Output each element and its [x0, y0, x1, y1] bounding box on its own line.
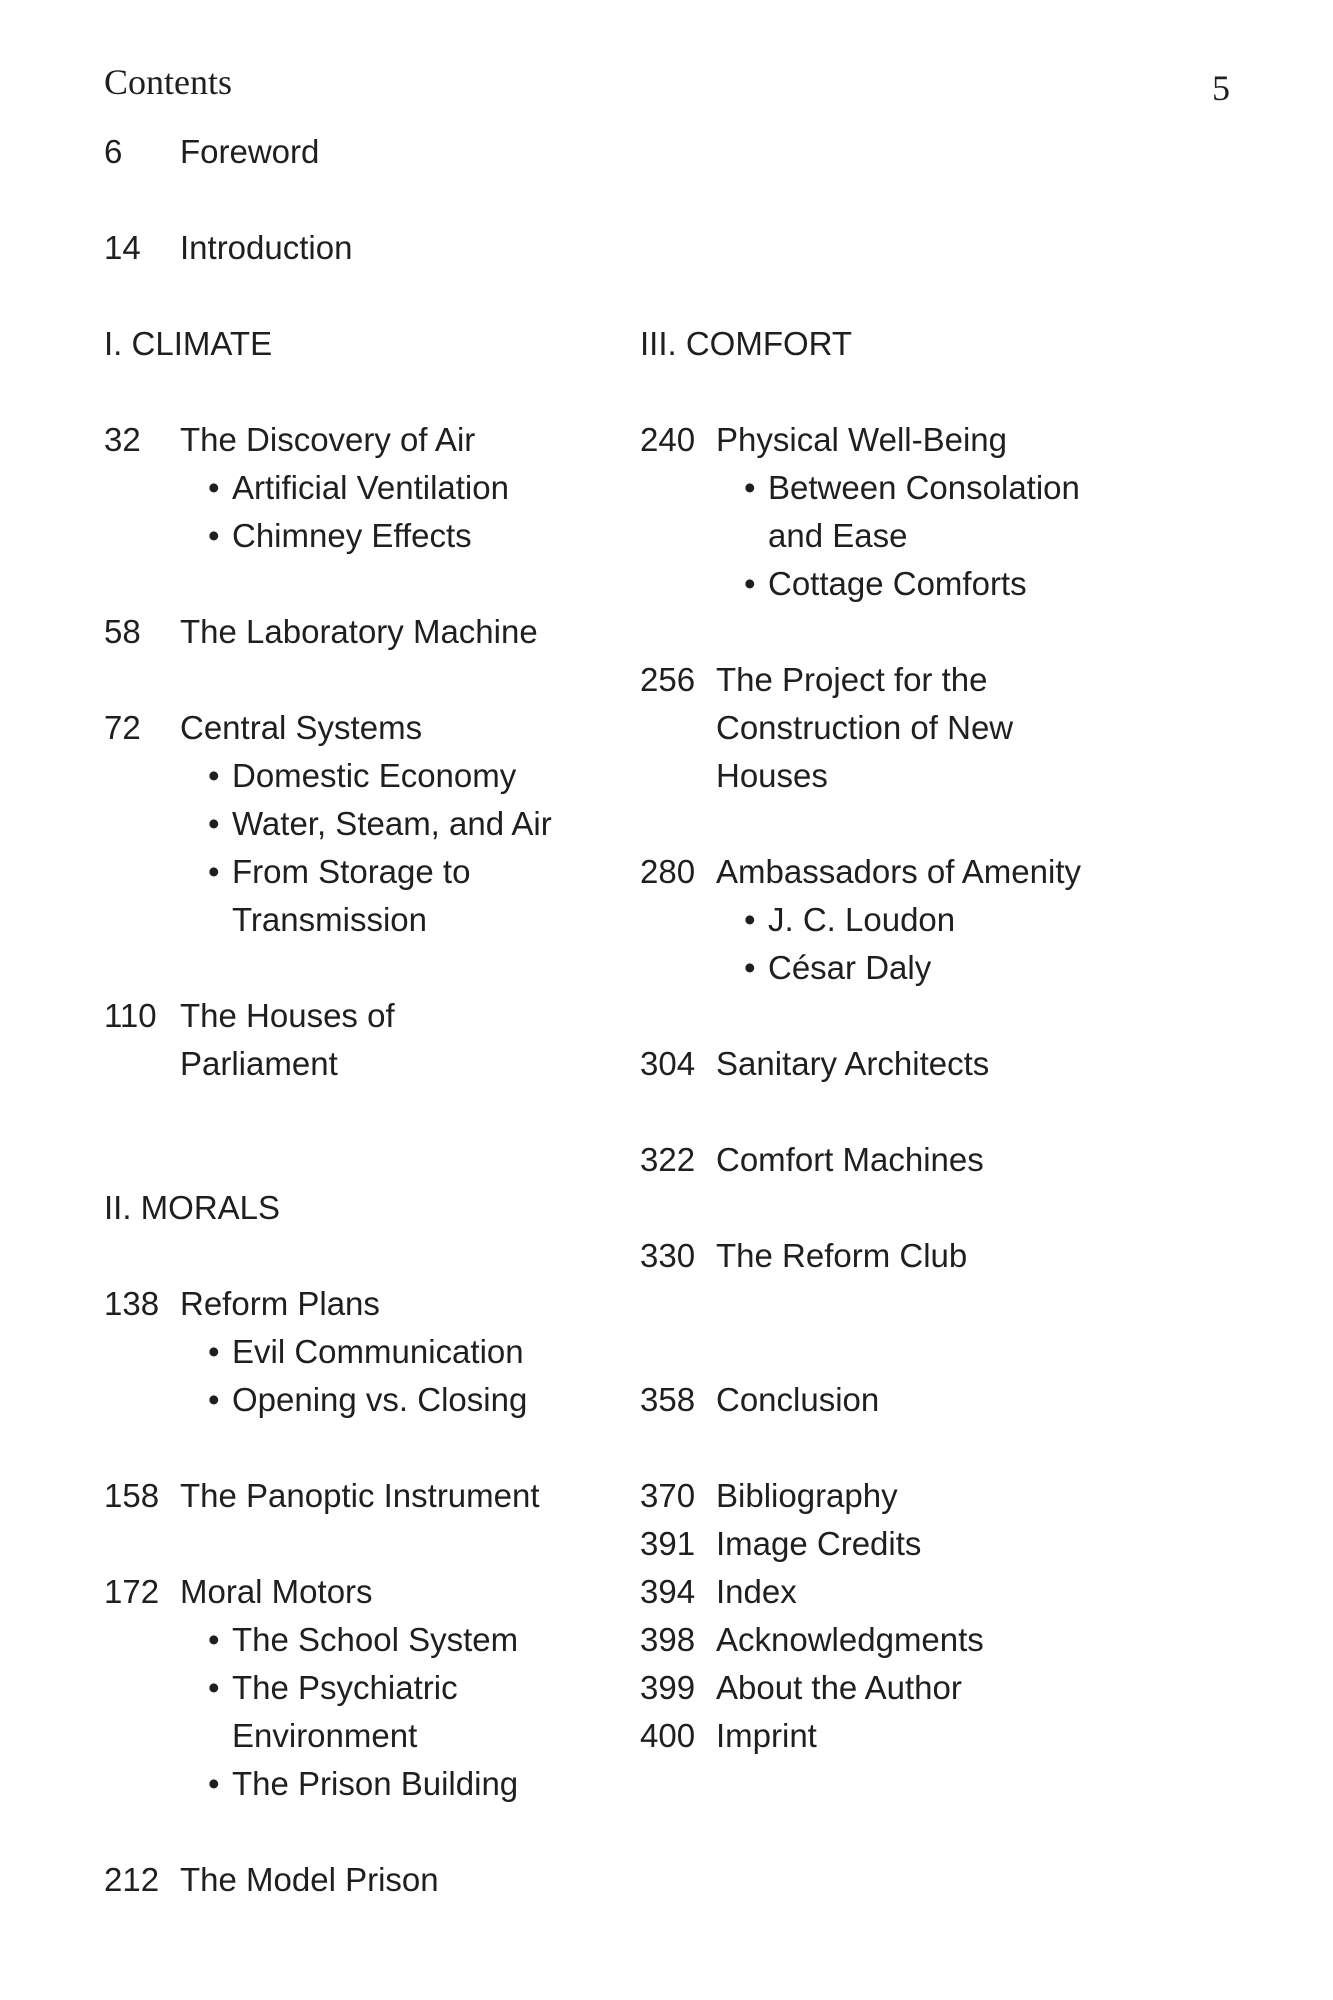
subentry-title: César Daly [768, 949, 932, 986]
entry-page-number: 358 [640, 1381, 696, 1418]
entry-title: Index [716, 1573, 797, 1610]
subentry-title: Chimney Effects [232, 517, 472, 554]
entry-title: The Houses of [180, 997, 395, 1034]
entry-title: Houses [716, 757, 828, 794]
entry-page-number: 330 [640, 1237, 696, 1274]
entry-page-number: 172 [104, 1573, 160, 1610]
entry-title: Comfort Machines [716, 1141, 984, 1178]
entry-title: The Panoptic Instrument [180, 1477, 540, 1514]
entry-title: Parliament [180, 1045, 338, 1082]
bullet-icon: • [208, 1333, 220, 1370]
bullet-icon: • [208, 853, 220, 890]
entry-title: The Model Prison [180, 1861, 439, 1898]
entry-title: Imprint [716, 1717, 817, 1754]
entry-page-number: 110 [104, 997, 157, 1034]
entry-title: Ambassadors of Amenity [716, 853, 1081, 890]
entry-title: Introduction [180, 229, 353, 266]
entry-page-number: 6 [104, 133, 123, 170]
subentry-title: Cottage Comforts [768, 565, 1027, 602]
entry-page-number: 370 [640, 1477, 696, 1514]
subentry-title: The Prison Building [232, 1765, 519, 1802]
entry-title: Bibliography [716, 1477, 898, 1514]
bullet-icon: • [744, 949, 756, 986]
subentry-title: Domestic Economy [232, 757, 517, 794]
entry-page-number: 280 [640, 853, 696, 890]
subentry-title: J. C. Loudon [768, 901, 956, 938]
subentry-title: Environment [232, 1717, 418, 1754]
entry-title: Reform Plans [180, 1285, 380, 1322]
entry-title: Central Systems [180, 709, 423, 746]
entry-page-number: 138 [104, 1285, 160, 1322]
entry-page-number: 240 [640, 421, 696, 458]
subentry-title: Water, Steam, and Air [232, 805, 552, 842]
section-heading-comfort: III. COMFORT [640, 325, 853, 362]
bullet-icon: • [208, 1669, 220, 1706]
bullet-icon: • [744, 469, 756, 506]
subentry-title: From Storage to [232, 853, 471, 890]
subentry-title: and Ease [768, 517, 908, 554]
entry-page-number: 58 [104, 613, 141, 650]
entry-page-number: 399 [640, 1669, 696, 1706]
bullet-icon: • [208, 1381, 220, 1418]
entry-page-number: 400 [640, 1717, 696, 1754]
subentry-title: Evil Communication [232, 1333, 524, 1370]
page-number: 5 [1212, 68, 1230, 108]
section-heading-climate: I. CLIMATE [104, 325, 273, 362]
entry-title: Sanitary Architects [716, 1045, 990, 1082]
entry-page-number: 14 [104, 229, 141, 266]
entry-page-number: 391 [640, 1525, 696, 1562]
entry-title: Physical Well-Being [716, 421, 1008, 458]
entry-page-number: 256 [640, 661, 696, 698]
subentry-title: Transmission [232, 901, 427, 938]
subentry-title: The Psychiatric [232, 1669, 458, 1706]
entry-page-number: 398 [640, 1621, 696, 1658]
bullet-icon: • [208, 1621, 220, 1658]
bullet-icon: • [208, 805, 220, 842]
entry-title: The Laboratory Machine [180, 613, 538, 650]
entry-page-number: 212 [104, 1861, 160, 1898]
entry-title: Construction of New [716, 709, 1014, 746]
entry-title: Image Credits [716, 1525, 922, 1562]
entry-page-number: 394 [640, 1573, 696, 1610]
entry-page-number: 32 [104, 421, 141, 458]
entry-page-number: 72 [104, 709, 141, 746]
entry-title: Conclusion [716, 1381, 880, 1418]
bullet-icon: • [208, 469, 220, 506]
entry-title: About the Author [716, 1669, 962, 1706]
subentry-title: The School System [232, 1621, 519, 1658]
entry-page-number: 304 [640, 1045, 696, 1082]
bullet-icon: • [208, 757, 220, 794]
page-label: Contents [104, 62, 233, 102]
entry-title: The Reform Club [716, 1237, 968, 1274]
entry-title: Foreword [180, 133, 320, 170]
subentry-title: Artificial Ventilation [232, 469, 509, 506]
bullet-icon: • [208, 1765, 220, 1802]
subentry-title: Between Consolation [768, 469, 1080, 506]
bullet-icon: • [744, 901, 756, 938]
subentry-title: Opening vs. Closing [232, 1381, 528, 1418]
entry-title: The Project for the [716, 661, 988, 698]
entry-title: The Discovery of Air [180, 421, 476, 458]
section-heading-morals: II. MORALS [104, 1189, 281, 1226]
bullet-icon: • [744, 565, 756, 602]
entry-title: Moral Motors [180, 1573, 373, 1610]
bullet-icon: • [208, 517, 220, 554]
entry-title: Acknowledgments [716, 1621, 984, 1658]
entry-page-number: 158 [104, 1477, 160, 1514]
entry-page-number: 322 [640, 1141, 696, 1178]
